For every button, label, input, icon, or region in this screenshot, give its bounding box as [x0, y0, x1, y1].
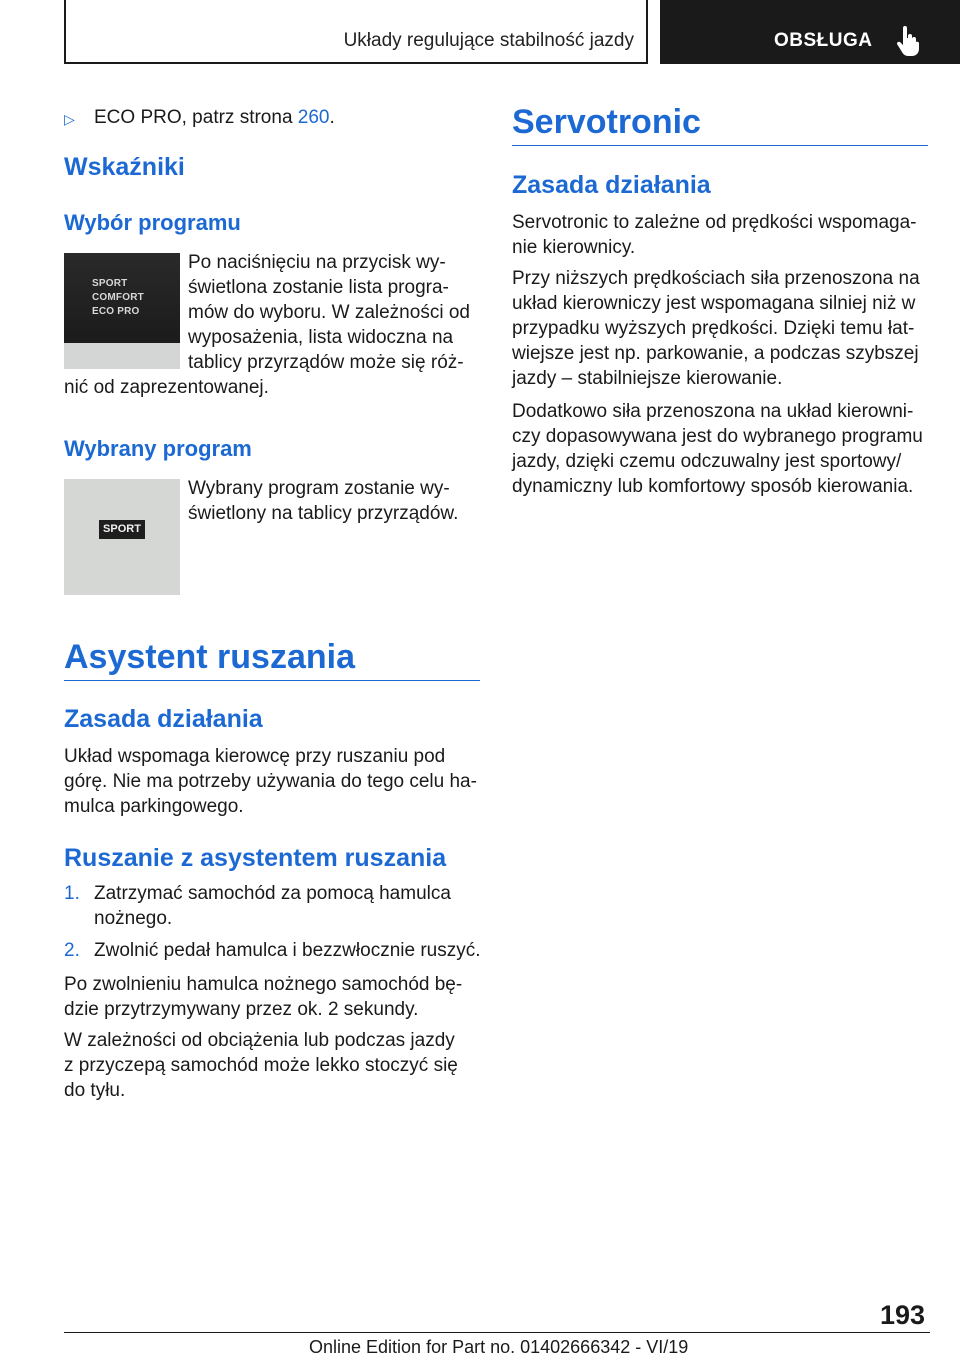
- servotronic-zasada-heading: Zasada działania: [512, 171, 711, 199]
- servotronic-p2: [512, 266, 928, 391]
- hand-pointer-icon: [896, 26, 920, 56]
- step-2-number: 2.: [64, 940, 80, 961]
- header-title-box: [64, 0, 648, 64]
- header-section-tab[interactable]: [660, 0, 960, 64]
- wybor-line-3: mów do wyboru. W zależności od: [188, 302, 470, 323]
- ruszanie-heading: Ruszanie z asystentem ruszania: [64, 844, 447, 872]
- display-screen: [64, 253, 180, 343]
- p2-line-4: wiejsze jest np. parkowanie, a podczas szybszej: [512, 343, 919, 364]
- wskazniki-heading: Wskaźniki: [64, 153, 185, 181]
- after1-line-2: dzie przytrzymywany przez ok. 2 sekundy.: [64, 999, 419, 1020]
- zasada-line-2: górę. Nie ma potrzeby używania do tego celu ha-: [64, 771, 477, 792]
- asystent-rule: [64, 680, 480, 681]
- header-title: Układy regulujące stabilność jazdy: [343, 30, 634, 51]
- display-option-comfort: COMFORT: [92, 292, 144, 303]
- p1-line-2: nie kierownicy.: [512, 237, 636, 258]
- display-option-eco-pro: ECO PRO: [92, 306, 140, 317]
- display-option-sport: SPORT: [92, 278, 128, 289]
- after2-line-1: W zależności od obciążenia lub podczas jazdy: [64, 1030, 455, 1051]
- selected-program-image: [64, 479, 180, 595]
- eco-bullet-suffix: .: [329, 107, 335, 128]
- after2-line-3: do tyłu.: [64, 1080, 126, 1101]
- wybrany-paragraph: [188, 476, 480, 526]
- after-paragraph-1: [64, 972, 480, 1022]
- servotronic-p3: [512, 399, 928, 499]
- p1-line-1: Servotronic to zależne od prędkości wspomaga-: [512, 212, 917, 233]
- servotronic-p1: [512, 210, 928, 260]
- zasada-line-3: mulca parkingowego.: [64, 796, 244, 817]
- step-1-line-1: Zatrzymać samochód za pomocą hamulca: [94, 883, 451, 904]
- after2-line-2: z przyczepą samochód może lekko stoczyć się: [64, 1055, 458, 1076]
- wybor-line-5: tablicy przyrządów może się róż-: [188, 352, 464, 373]
- wybor-line-6: nić od zaprezentowanej.: [64, 377, 269, 398]
- triangle-bullet-icon: ▷: [64, 111, 75, 127]
- wybor-line-1: Po naciśnięciu na przycisk wy-: [188, 252, 446, 273]
- after1-line-1: Po zwolnieniu hamulca nożnego samochód bę-: [64, 974, 463, 995]
- p3-line-3: jazdy, dzięki czemu odczuwalny jest sportowy/: [512, 451, 902, 472]
- wybrany-line-1: Wybrany program zostanie wy-: [188, 478, 450, 499]
- header-section-label: OBSŁUGA: [774, 30, 873, 51]
- wybrany-program-heading: Wybrany program: [64, 436, 252, 461]
- step-2-line-1: Zwolnić pedał hamulca i bezzwłocznie ruszyć.: [94, 940, 481, 961]
- wybor-programu-heading: Wybór programu: [64, 210, 241, 235]
- servotronic-heading: Servotronic: [512, 103, 701, 141]
- page-number: 193: [880, 1300, 926, 1330]
- p2-line-1: Przy niższych prędkościach siła przenoszona na: [512, 268, 920, 289]
- program-selection-image: [64, 253, 180, 369]
- step-1-number: 1.: [64, 883, 80, 904]
- p3-line-2: czy dopasowywana jest do wybranego programu: [512, 426, 923, 447]
- wybor-line-4: wyposażenia, lista widoczna na: [188, 327, 454, 348]
- after-paragraph-2: [64, 1028, 480, 1103]
- p2-line-3: przypadku wyższych prędkości. Dzięki temu łat-: [512, 318, 915, 339]
- p2-line-5: jazdy – stabilniejsze kierowanie.: [512, 368, 783, 389]
- wybor-line-2: świetlona zostanie lista progra-: [188, 277, 449, 298]
- wybrany-line-2: świetlony na tablicy przyrządów.: [188, 503, 459, 524]
- p3-line-4: dynamiczny lub komfortowy sposób kierowania.: [512, 476, 914, 497]
- step-1-line-2: nożnego.: [94, 908, 173, 929]
- p3-line-1: Dodatkowo siła przenoszona na układ kierowni-: [512, 401, 914, 422]
- step-2: [64, 938, 510, 963]
- step-1: [64, 881, 510, 931]
- asystent-zasada-paragraph: [64, 744, 480, 819]
- asystent-zasada-heading: Zasada działania: [64, 705, 263, 733]
- eco-pro-bullet: [64, 105, 510, 130]
- asystent-ruszania-heading: Asystent ruszania: [64, 638, 355, 676]
- footer-edition: Online Edition for Part no. 01402666342 - VI/19: [309, 1337, 689, 1357]
- zasada-line-1: Układ wspomaga kierowcę przy ruszaniu pod: [64, 746, 446, 767]
- footer-rule: [64, 1332, 930, 1333]
- servotronic-rule: [512, 145, 928, 146]
- eco-bullet-text: ECO PRO, patrz strona: [94, 107, 298, 128]
- p2-line-2: układ kierowniczy jest wspomagana silniej niż w: [512, 293, 916, 314]
- page-link-260[interactable]: 260: [297, 107, 330, 128]
- wybor-paragraph: [188, 250, 480, 375]
- sport-badge: SPORT: [99, 520, 145, 539]
